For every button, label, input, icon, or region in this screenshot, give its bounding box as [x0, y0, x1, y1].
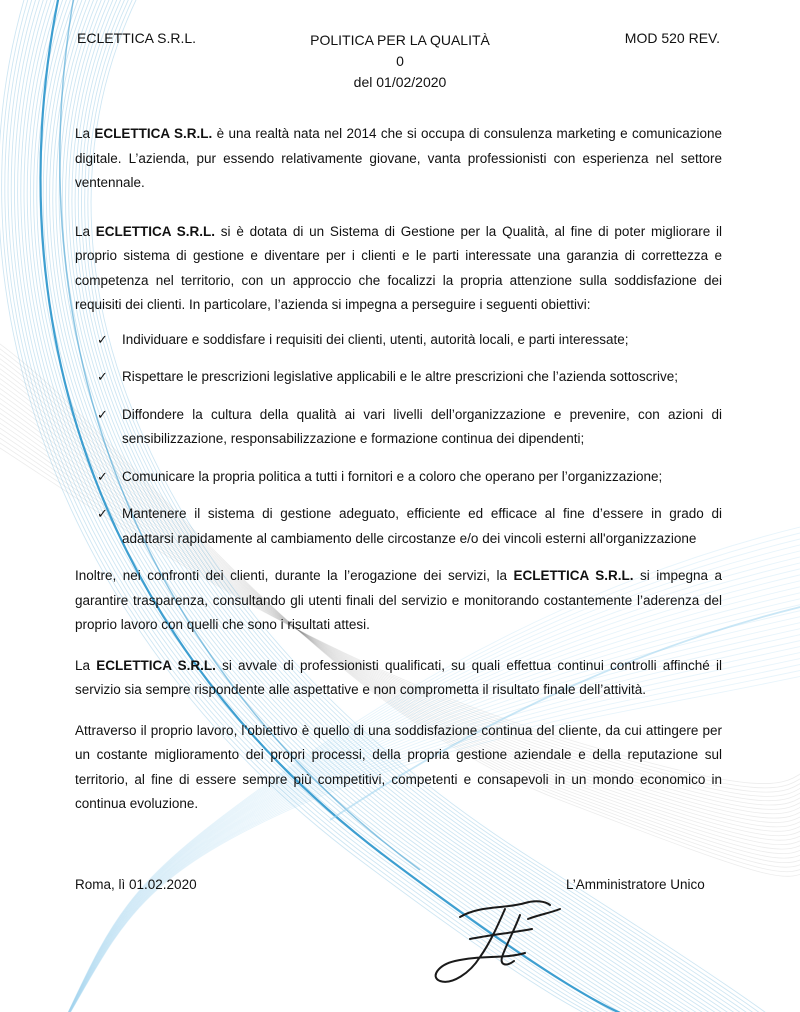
text-segment: La: [75, 126, 95, 141]
paragraph-closing: Attraverso il proprio lavoro, l’obiettivo è quello di una soddisfazione continua del cliente, da cui attingere per un costante miglioramento dei propri processi, della propria gestione aziendale e della reputazione sul territorio, al fine di essere sempre più competitivi, competenti e consapevoli in un mondo economico in continua evoluzione.: [75, 722, 722, 811]
header-title-block: [250, 30, 550, 93]
signatory-title: L’Amministratore Unico: [566, 877, 705, 892]
text-segment: La: [75, 657, 97, 673]
check-icon: ✓: [97, 406, 108, 422]
text-segment: La: [75, 223, 96, 239]
objective-text: Mantenere il sistema di gestione adeguato, efficiente ed efficace al fine d’essere in grado di adattarsi rapidamente al cambiamento delle circostanze e/o dei vincoli esterni all'organizzazione: [122, 506, 722, 546]
objective-text: Rispettare le prescrizioni legislative applicabili e le altre prescrizioni che l’azienda sottoscrive;: [122, 369, 679, 384]
revision-date: del 01/02/2020: [353, 74, 447, 90]
objective-text: Diffondere la cultura della qualità ai vari livelli dell’organizzazione e prevenire, con azioni di sensibilizzazione, responsabilizzazione e formazione continua dei dipendenti;: [122, 406, 722, 446]
revision-number: 0: [396, 53, 404, 69]
handwritten-signature: [410, 895, 580, 995]
objective-item: [75, 365, 722, 390]
paragraph-transparency: [75, 564, 722, 638]
text-segment: Inoltre, nei confronti dei clienti, durante la l’erogazione dei servizi, la: [75, 568, 514, 583]
check-icon: ✓: [97, 331, 108, 347]
check-icon: ✓: [97, 468, 108, 484]
check-icon: ✓: [97, 506, 108, 521]
objective-item: [75, 328, 722, 353]
header-company-name: ECLETTICA S.R.L.: [77, 30, 197, 46]
objectives-list: [75, 328, 722, 552]
text-segment: si avvale di professionisti qualificati, su quali effettua continui controlli affinché il servizio sia sempre rispondente alle aspettative e non comprometta il risultato finale dell’attività.: [75, 657, 723, 697]
company-name-bold: ECLETTICA S.R.L.: [96, 657, 216, 673]
paragraph-intro: [75, 122, 722, 196]
objective-item: [75, 403, 722, 452]
check-icon: ✓: [97, 369, 108, 384]
text-segment: si è dotata di un Sistema di Gestione per la Qualità, al fine di poter migliorare il proprio sistema di gestione e diventare per i clienti e le parti interessate una garanzia di correttezza e competenza nel territorio, con un approccio che focalizzi la propria attenzione sulla soddisfazione dei requisiti dei clienti. In particolare, l’azienda si impegna a perseguire i seguenti obiettivi:: [75, 223, 722, 312]
text-segment: è una realtà nata nel 2014 che si occupa di consulenza marketing e comunicazione digitale. L’azienda, pur essendo relativamente giovane, vanta professionisti con esperienza nel settore ventennale.: [75, 126, 722, 190]
company-name-bold: ECLETTICA S.R.L.: [94, 126, 213, 141]
place-and-date: Roma, lì 01.02.2020: [75, 877, 197, 892]
paragraph-quality-system: [75, 220, 722, 318]
text-segment: si impegna a garantire trasparenza, consultando gli utenti finali del servizio e monitorando costantemente l’aderenza del proprio lavoro con quelli che sono i risultati attesi.: [75, 568, 722, 632]
document-body: [75, 122, 722, 817]
objective-text: Comunicare la propria politica a tutti i fornitori e a coloro che operano per l’organizzazione;: [122, 468, 663, 484]
document-header: [0, 0, 800, 100]
objective-item: [75, 465, 722, 490]
company-name-bold: ECLETTICA S.R.L.: [513, 568, 634, 583]
company-name-bold: ECLETTICA S.R.L.: [95, 223, 216, 239]
document-code: MOD 520 REV.: [624, 30, 720, 46]
objective-text: Individuare e soddisfare i requisiti dei clienti, utenti, autorità locali, e parti interessate;: [122, 331, 629, 347]
paragraph-professionals: [75, 654, 722, 703]
document-title: POLITICA PER LA QUALITÀ: [310, 32, 490, 48]
objective-item: [75, 502, 722, 551]
